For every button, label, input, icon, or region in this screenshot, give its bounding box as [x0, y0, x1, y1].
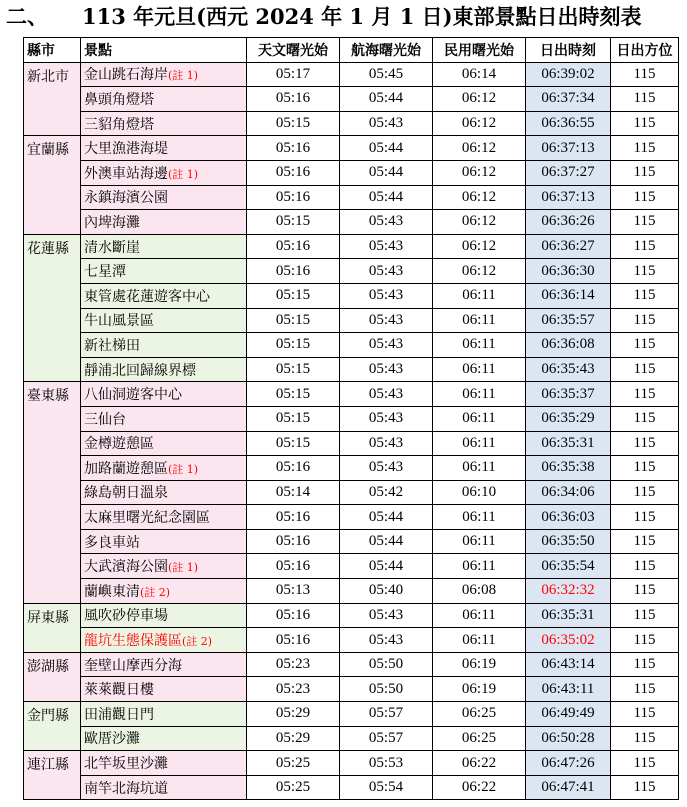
sunrise-azimuth-cell: 115 [611, 234, 679, 259]
table-row [24, 603, 679, 628]
civil-dawn-cell: 06:11 [433, 283, 526, 308]
spot-cell [81, 210, 247, 235]
sunrise-azimuth-cell: 115 [611, 111, 679, 136]
table-row [24, 480, 679, 505]
spot-name: 永鎮海濱公園 [84, 190, 168, 207]
sunrise-azimuth-cell: 115 [611, 702, 679, 727]
spot-cell [81, 529, 247, 554]
nautical-dawn-cell: 05:44 [340, 529, 433, 554]
spot-cell [81, 87, 247, 112]
spot-name: 三貂角燈塔 [84, 116, 154, 133]
spot-cell [81, 554, 247, 579]
spot-name: 北竿坂里沙灘 [84, 756, 168, 773]
footnote-marker: (註 1) [168, 462, 199, 476]
nautical-dawn-cell: 05:45 [340, 62, 433, 87]
sunrise-azimuth-cell: 115 [611, 751, 679, 776]
astronomical-dawn-cell: 05:15 [247, 431, 340, 456]
sunrise-time-cell: 06:35:50 [526, 529, 611, 554]
civil-dawn-cell: 06:10 [433, 480, 526, 505]
sunrise-azimuth-cell: 115 [611, 87, 679, 112]
astronomical-dawn-cell: 05:16 [247, 554, 340, 579]
table-row [24, 431, 679, 456]
col-header-astronomical-dawn: 天文曙光始 [247, 38, 340, 63]
table-row [24, 554, 679, 579]
astronomical-dawn-cell: 05:16 [247, 259, 340, 284]
table-row [24, 382, 679, 407]
sunrise-time-cell: 06:36:03 [526, 505, 611, 530]
astronomical-dawn-cell: 05:16 [247, 529, 340, 554]
nautical-dawn-cell: 05:43 [340, 333, 433, 358]
spot-cell [81, 62, 247, 87]
spot-name: 加路蘭遊憩區 [84, 460, 168, 477]
col-header-sunrise-time: 日出時刻 [526, 38, 611, 63]
nautical-dawn-cell: 05:43 [340, 210, 433, 235]
spot-cell [81, 136, 247, 161]
footnote-marker: (註 1) [168, 561, 199, 575]
table-row [24, 62, 679, 87]
table-row [24, 579, 679, 604]
sunrise-time-cell: 06:35:29 [526, 406, 611, 431]
sunrise-time-cell: 06:36:30 [526, 259, 611, 284]
nautical-dawn-cell: 05:43 [340, 431, 433, 456]
spot-cell [81, 259, 247, 284]
spot-cell [81, 677, 247, 702]
astronomical-dawn-cell: 05:15 [247, 357, 340, 382]
astronomical-dawn-cell: 05:16 [247, 87, 340, 112]
sunrise-time-cell: 06:34:06 [526, 480, 611, 505]
spot-cell [81, 775, 247, 800]
table-row [24, 652, 679, 677]
astronomical-dawn-cell: 05:15 [247, 308, 340, 333]
spot-cell [81, 333, 247, 358]
sunrise-azimuth-cell: 115 [611, 160, 679, 185]
sunrise-time-cell: 06:36:55 [526, 111, 611, 136]
sunrise-azimuth-cell: 115 [611, 406, 679, 431]
spot-name: 南竿北海坑道 [84, 780, 168, 797]
sunrise-time-cell: 06:39:02 [526, 62, 611, 87]
spot-cell [81, 456, 247, 481]
title-text: 113 年元旦(西元 2024 年 1 月 1 日)東部景點日出時刻表 [82, 4, 642, 29]
spot-cell [81, 160, 247, 185]
footnote-marker: (註 2) [140, 585, 171, 599]
nautical-dawn-cell: 05:43 [340, 259, 433, 284]
sunrise-azimuth-cell: 115 [611, 259, 679, 284]
astronomical-dawn-cell: 05:15 [247, 210, 340, 235]
sunrise-azimuth-cell: 115 [611, 677, 679, 702]
civil-dawn-cell: 06:22 [433, 751, 526, 776]
civil-dawn-cell: 06:11 [433, 382, 526, 407]
astronomical-dawn-cell: 05:16 [247, 185, 340, 210]
nautical-dawn-cell: 05:43 [340, 382, 433, 407]
astronomical-dawn-cell: 05:16 [247, 505, 340, 530]
sunrise-azimuth-cell: 115 [611, 333, 679, 358]
sunrise-azimuth-cell: 115 [611, 185, 679, 210]
spot-name: 金樽遊憩區 [84, 436, 154, 453]
county-cell: 臺東縣 [24, 382, 81, 603]
spot-name: 蘭嶼東清 [84, 583, 140, 600]
sunrise-azimuth-cell: 115 [611, 357, 679, 382]
sunrise-azimuth-cell: 115 [611, 726, 679, 751]
civil-dawn-cell: 06:11 [433, 431, 526, 456]
spot-name: 龍坑生態保護區 [84, 633, 182, 650]
footnote-marker: (註 1) [168, 69, 199, 83]
spot-name: 金山跳石海岸 [84, 67, 168, 84]
spot-cell [81, 480, 247, 505]
civil-dawn-cell: 06:22 [433, 775, 526, 800]
footnote-marker: (註 1) [168, 167, 199, 181]
spot-name: 新社梯田 [84, 337, 140, 354]
sunrise-azimuth-cell: 115 [611, 382, 679, 407]
section-number: 二、 [6, 4, 48, 29]
sunrise-time-cell: 06:32:32 [526, 579, 611, 604]
civil-dawn-cell: 06:11 [433, 628, 526, 653]
sunrise-time-cell: 06:35:57 [526, 308, 611, 333]
nautical-dawn-cell: 05:42 [340, 480, 433, 505]
civil-dawn-cell: 06:11 [433, 505, 526, 530]
astronomical-dawn-cell: 05:13 [247, 579, 340, 604]
astronomical-dawn-cell: 05:23 [247, 677, 340, 702]
header-row [24, 38, 679, 63]
nautical-dawn-cell: 05:44 [340, 185, 433, 210]
civil-dawn-cell: 06:11 [433, 456, 526, 481]
civil-dawn-cell: 06:12 [433, 136, 526, 161]
astronomical-dawn-cell: 05:16 [247, 136, 340, 161]
col-header-spot: 景點 [81, 38, 247, 63]
sunrise-time-cell: 06:36:26 [526, 210, 611, 235]
sunrise-time-cell: 06:35:31 [526, 431, 611, 456]
sunrise-azimuth-cell: 115 [611, 480, 679, 505]
table-row [24, 456, 679, 481]
nautical-dawn-cell: 05:43 [340, 406, 433, 431]
civil-dawn-cell: 06:11 [433, 603, 526, 628]
col-header-nautical-dawn: 航海曙光始 [340, 38, 433, 63]
sunrise-time-cell: 06:47:26 [526, 751, 611, 776]
spot-name: 牛山風景區 [84, 313, 154, 330]
table-row [24, 702, 679, 727]
sunrise-time-cell: 06:35:38 [526, 456, 611, 481]
table-row [24, 628, 679, 653]
nautical-dawn-cell: 05:50 [340, 677, 433, 702]
sunrise-azimuth-cell: 115 [611, 775, 679, 800]
spot-cell [81, 185, 247, 210]
astronomical-dawn-cell: 05:25 [247, 775, 340, 800]
sunrise-azimuth-cell: 115 [611, 210, 679, 235]
spot-name: 大里漁港海堤 [84, 141, 168, 158]
col-header-sunrise-azimuth: 日出方位 [611, 38, 679, 63]
sunrise-time-cell: 06:35:02 [526, 628, 611, 653]
civil-dawn-cell: 06:11 [433, 308, 526, 333]
astronomical-dawn-cell: 05:16 [247, 234, 340, 259]
sunrise-time-cell: 06:37:27 [526, 160, 611, 185]
sunrise-azimuth-cell: 115 [611, 554, 679, 579]
sunrise-azimuth-cell: 115 [611, 505, 679, 530]
spot-name: 三仙台 [84, 411, 126, 428]
nautical-dawn-cell: 05:43 [340, 283, 433, 308]
county-cell: 連江縣 [24, 751, 81, 800]
sunrise-time-cell: 06:37:13 [526, 185, 611, 210]
sunrise-time-cell: 06:35:54 [526, 554, 611, 579]
table-row [24, 775, 679, 800]
spot-cell [81, 726, 247, 751]
civil-dawn-cell: 06:11 [433, 554, 526, 579]
spot-name: 多良車站 [84, 534, 140, 551]
sunrise-azimuth-cell: 115 [611, 62, 679, 87]
spot-cell [81, 357, 247, 382]
spot-name: 田浦觀日門 [84, 706, 154, 723]
county-cell: 新北市 [24, 62, 81, 136]
spot-name: 東管處花蓮遊客中心 [84, 288, 210, 305]
spot-cell [81, 603, 247, 628]
sunrise-time-cell: 06:37:13 [526, 136, 611, 161]
sunrise-time-cell: 06:36:27 [526, 234, 611, 259]
table-row [24, 406, 679, 431]
table-row [24, 234, 679, 259]
civil-dawn-cell: 06:12 [433, 185, 526, 210]
table-row [24, 751, 679, 776]
table-row [24, 726, 679, 751]
astronomical-dawn-cell: 05:15 [247, 283, 340, 308]
table-row [24, 283, 679, 308]
sunrise-time-cell: 06:43:14 [526, 652, 611, 677]
nautical-dawn-cell: 05:43 [340, 234, 433, 259]
astronomical-dawn-cell: 05:29 [247, 702, 340, 727]
sunrise-azimuth-cell: 115 [611, 283, 679, 308]
sunrise-time-cell: 06:36:08 [526, 333, 611, 358]
civil-dawn-cell: 06:11 [433, 333, 526, 358]
nautical-dawn-cell: 05:54 [340, 775, 433, 800]
astronomical-dawn-cell: 05:16 [247, 456, 340, 481]
nautical-dawn-cell: 05:43 [340, 111, 433, 136]
spot-name: 太麻里曙光紀念園區 [84, 510, 210, 527]
nautical-dawn-cell: 05:57 [340, 702, 433, 727]
spot-name: 清水斷崖 [84, 239, 140, 256]
sunrise-time-cell: 06:49:49 [526, 702, 611, 727]
civil-dawn-cell: 06:12 [433, 259, 526, 284]
civil-dawn-cell: 06:25 [433, 726, 526, 751]
sunrise-time-cell: 06:35:43 [526, 357, 611, 382]
county-cell: 金門縣 [24, 702, 81, 751]
spot-name: 奎壁山摩西分海 [84, 657, 182, 674]
table-row [24, 185, 679, 210]
civil-dawn-cell: 06:19 [433, 652, 526, 677]
civil-dawn-cell: 06:11 [433, 406, 526, 431]
footnote-marker: (註 2) [182, 635, 213, 649]
astronomical-dawn-cell: 05:15 [247, 333, 340, 358]
civil-dawn-cell: 06:19 [433, 677, 526, 702]
sunrise-time-cell: 06:36:14 [526, 283, 611, 308]
civil-dawn-cell: 06:25 [433, 702, 526, 727]
table-body [24, 62, 679, 800]
nautical-dawn-cell: 05:57 [340, 726, 433, 751]
spot-name: 八仙洞遊客中心 [84, 387, 182, 404]
spot-name: 外澳車站海邊 [84, 165, 168, 182]
astronomical-dawn-cell: 05:15 [247, 406, 340, 431]
astronomical-dawn-cell: 05:25 [247, 751, 340, 776]
col-header-civil-dawn: 民用曙光始 [433, 38, 526, 63]
sunrise-azimuth-cell: 115 [611, 308, 679, 333]
table-row [24, 529, 679, 554]
spot-name: 萊萊觀日樓 [84, 682, 154, 699]
sunrise-time-cell: 06:35:37 [526, 382, 611, 407]
nautical-dawn-cell: 05:44 [340, 160, 433, 185]
astronomical-dawn-cell: 05:15 [247, 111, 340, 136]
spot-cell [81, 628, 247, 653]
nautical-dawn-cell: 05:43 [340, 357, 433, 382]
civil-dawn-cell: 06:12 [433, 111, 526, 136]
civil-dawn-cell: 06:12 [433, 87, 526, 112]
sunrise-azimuth-cell: 115 [611, 579, 679, 604]
spot-cell [81, 505, 247, 530]
civil-dawn-cell: 06:14 [433, 62, 526, 87]
spot-name: 靜浦北回歸線界標 [84, 362, 196, 379]
astronomical-dawn-cell: 05:15 [247, 382, 340, 407]
sunrise-table [23, 37, 679, 800]
spot-name: 鼻頭角燈塔 [84, 91, 154, 108]
spot-cell [81, 652, 247, 677]
spot-cell [81, 308, 247, 333]
civil-dawn-cell: 06:11 [433, 357, 526, 382]
spot-name: 綠島朝日溫泉 [84, 485, 168, 502]
nautical-dawn-cell: 05:40 [340, 579, 433, 604]
civil-dawn-cell: 06:11 [433, 529, 526, 554]
nautical-dawn-cell: 05:53 [340, 751, 433, 776]
county-cell: 花蓮縣 [24, 234, 81, 382]
civil-dawn-cell: 06:12 [433, 234, 526, 259]
table-row [24, 505, 679, 530]
spot-cell [81, 111, 247, 136]
spot-cell [81, 702, 247, 727]
spot-name: 大武濱海公園 [84, 559, 168, 576]
county-cell: 宜蘭縣 [24, 136, 81, 234]
sunrise-azimuth-cell: 115 [611, 603, 679, 628]
table-row [24, 210, 679, 235]
civil-dawn-cell: 06:08 [433, 579, 526, 604]
table-row [24, 333, 679, 358]
civil-dawn-cell: 06:12 [433, 160, 526, 185]
spot-name: 風吹砂停車場 [84, 608, 168, 625]
spot-cell [81, 234, 247, 259]
spot-name: 歐厝沙灘 [84, 731, 140, 748]
county-cell: 澎湖縣 [24, 652, 81, 701]
sunrise-time-cell: 06:43:11 [526, 677, 611, 702]
spot-cell [81, 579, 247, 604]
sunrise-azimuth-cell: 115 [611, 136, 679, 161]
table-row [24, 308, 679, 333]
astronomical-dawn-cell: 05:23 [247, 652, 340, 677]
sunrise-time-cell: 06:35:31 [526, 603, 611, 628]
page-title [6, 3, 642, 31]
sunrise-time-cell: 06:50:28 [526, 726, 611, 751]
astronomical-dawn-cell: 05:16 [247, 160, 340, 185]
county-cell: 屏東縣 [24, 603, 81, 652]
spot-name: 內埤海灘 [84, 214, 140, 231]
astronomical-dawn-cell: 05:17 [247, 62, 340, 87]
astronomical-dawn-cell: 05:16 [247, 603, 340, 628]
table-row [24, 259, 679, 284]
sunrise-azimuth-cell: 115 [611, 431, 679, 456]
nautical-dawn-cell: 05:50 [340, 652, 433, 677]
table-row [24, 87, 679, 112]
nautical-dawn-cell: 05:44 [340, 554, 433, 579]
sunrise-azimuth-cell: 115 [611, 628, 679, 653]
nautical-dawn-cell: 05:44 [340, 136, 433, 161]
nautical-dawn-cell: 05:44 [340, 505, 433, 530]
nautical-dawn-cell: 05:43 [340, 628, 433, 653]
civil-dawn-cell: 06:12 [433, 210, 526, 235]
astronomical-dawn-cell: 05:29 [247, 726, 340, 751]
astronomical-dawn-cell: 05:14 [247, 480, 340, 505]
table-row [24, 160, 679, 185]
sunrise-azimuth-cell: 115 [611, 456, 679, 481]
nautical-dawn-cell: 05:43 [340, 456, 433, 481]
nautical-dawn-cell: 05:43 [340, 308, 433, 333]
table-row [24, 677, 679, 702]
spot-cell [81, 751, 247, 776]
sunrise-time-cell: 06:47:41 [526, 775, 611, 800]
col-header-county: 縣市 [24, 38, 81, 63]
spot-cell [81, 406, 247, 431]
spot-cell [81, 431, 247, 456]
sunrise-azimuth-cell: 115 [611, 529, 679, 554]
nautical-dawn-cell: 05:44 [340, 87, 433, 112]
sunrise-time-cell: 06:37:34 [526, 87, 611, 112]
astronomical-dawn-cell: 05:16 [247, 628, 340, 653]
table-row [24, 136, 679, 161]
spot-cell [81, 283, 247, 308]
table-row [24, 357, 679, 382]
table-row [24, 111, 679, 136]
nautical-dawn-cell: 05:43 [340, 603, 433, 628]
spot-name: 七星潭 [84, 264, 126, 281]
sunrise-azimuth-cell: 115 [611, 652, 679, 677]
spot-cell [81, 382, 247, 407]
